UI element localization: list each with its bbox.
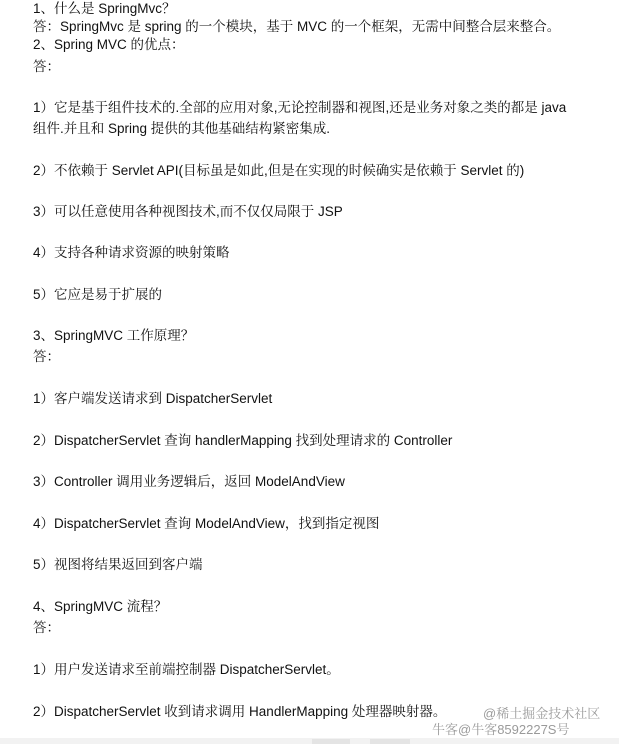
answer-2-item-5: 5）它应是易于扩展的 (33, 287, 163, 302)
answer-4-item-2: 2）DispatcherServlet 收到请求调用 HandlerMapping 处理器映射器。 (33, 704, 447, 719)
answer-4-item-1: 1）用户发送请求至前端控制器 DispatcherServlet。 (33, 662, 340, 677)
bottom-strip-segment (370, 739, 410, 744)
question-2-heading: 2、Spring MVC 的优点： (33, 37, 185, 52)
answer-3-item-3: 3）Controller 调用业务逻辑后，返回 ModelAndView (33, 474, 345, 489)
answer-2-item-1: 1）它是基于组件技术的.全部的应用对象,无论控制器和视图,还是业务对象之类的都是 java (33, 100, 567, 115)
answer-3-item-4: 4）DispatcherServlet 查询 ModelAndView，找到指定视图 (33, 516, 380, 531)
community-watermark: @稀土掘金技术社区 (483, 706, 601, 721)
question-1-heading: 1、什么是 SpringMvc？ (33, 1, 176, 16)
answer-2-item-3: 3）可以任意使用各种视图技术,而不仅仅局限于 JSP (33, 204, 343, 219)
answer-1-text: 答：SpringMvc 是 spring 的一个模块，基于 MVC 的一个框架，无需中间整合层来整合。 (33, 19, 561, 34)
answer-3-item-1: 1）客户端发送请求到 DispatcherServlet (33, 391, 273, 406)
answer-4-label: 答： (33, 620, 60, 635)
question-3-heading: 3、SpringMVC 工作原理？ (33, 328, 195, 343)
answer-3-item-5: 5）视图将结果返回到客户端 (33, 557, 203, 572)
answer-3-label: 答： (33, 349, 60, 364)
question-4-heading: 4、SpringMVC 流程？ (33, 599, 168, 614)
bottom-strip-segment (312, 739, 350, 744)
answer-2-item-1-cont: 组件.并且和 Spring 提供的其他基础结构紧密集成. (33, 121, 331, 136)
author-watermark: 牛客@牛客8592227S号 (432, 722, 570, 737)
answer-2-label: 答： (33, 59, 60, 74)
bottom-strip (0, 738, 619, 744)
answer-3-item-2: 2）DispatcherServlet 查询 handlerMapping 找到处理请求的 Controller (33, 433, 453, 448)
answer-2-item-4: 4）支持各种请求资源的映射策略 (33, 245, 230, 260)
answer-2-item-2: 2）不依赖于 Servlet API(目标虽是如此,但是在实现的时候确实是依赖于 Servlet 的) (33, 163, 525, 178)
